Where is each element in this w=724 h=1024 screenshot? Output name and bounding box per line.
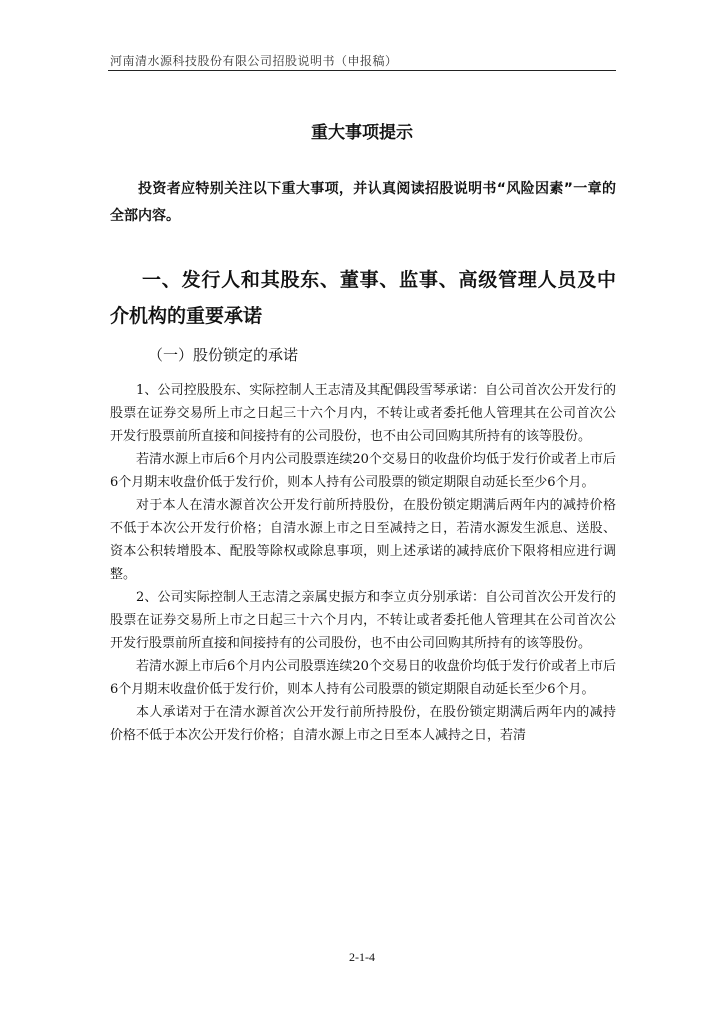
paragraph-3: 对于本人在清水源首次公开发行前所持股份，在股份锁定期满后两年内的减持价格不低于本次公开发行价格；自清水源上市之日至减持之日，若清水源发生派息、送股、资本公积转增股本、配股等除权或除息事项，则上述承诺的减持底价下限将相应进行调整。: [110, 498, 616, 582]
paragraph-1: 1、公司控股股东、实际控制人王志清及其配偶段雪琴承诺：自公司首次公开发行的股票在证券交易所上市之日起三十六个月内，不转让或者委托他人管理其在公司首次公开发行股票前所直接和间接持有的公司股份，也不由公司回购其所持有的该等股份。: [110, 383, 616, 444]
paragraph-4: 2、公司实际控制人王志清之亲属史振方和李立贞分别承诺：自公司首次公开发行的股票在证券交易所上市之日起三十六个月内，不转让或者委托他人管理其在公司首次公开发行股票前所直接和间接持有的公司股份，也不由公司回购其所持有的该等股份。: [110, 590, 616, 651]
running-header: 河南清水源科技股份有限公司招股说明书（申报稿）: [110, 54, 398, 68]
intro-paragraph: 投资者应特别关注以下重大事项，并认真阅读招股说明书“风险因素”一章的全部内容。: [110, 181, 616, 224]
subsection-heading: （一）股份锁定的承诺: [148, 346, 299, 364]
body-text: [110, 379, 616, 747]
document-title: 重大事项提示: [311, 123, 413, 143]
paragraph-6: 本人承诺对于在清水源首次公开发行前所持股份，在股份锁定期满后两年内的减持价格不低于本次公开发行价格；自清水源上市之日至本人减持之日，若清: [110, 705, 616, 743]
paragraph-2: 若清水源上市后6个月内公司股票连续20个交易日的收盘价均低于发行价或者上市后6个月期末收盘价低于发行价，则本人持有公司股票的锁定期限自动延长至少6个月。: [110, 452, 616, 490]
paragraph-5: 若清水源上市后6个月内公司股票连续20个交易日的收盘价均低于发行价或者上市后6个月期末收盘价低于发行价，则本人持有公司股票的锁定期限自动延长至少6个月。: [110, 659, 616, 697]
section-heading: 一、发行人和其股东、董事、监事、高级管理人员及中介机构的重要承诺: [110, 269, 616, 327]
page-number: 2-1-4: [349, 950, 375, 964]
header-rule: [108, 70, 616, 71]
